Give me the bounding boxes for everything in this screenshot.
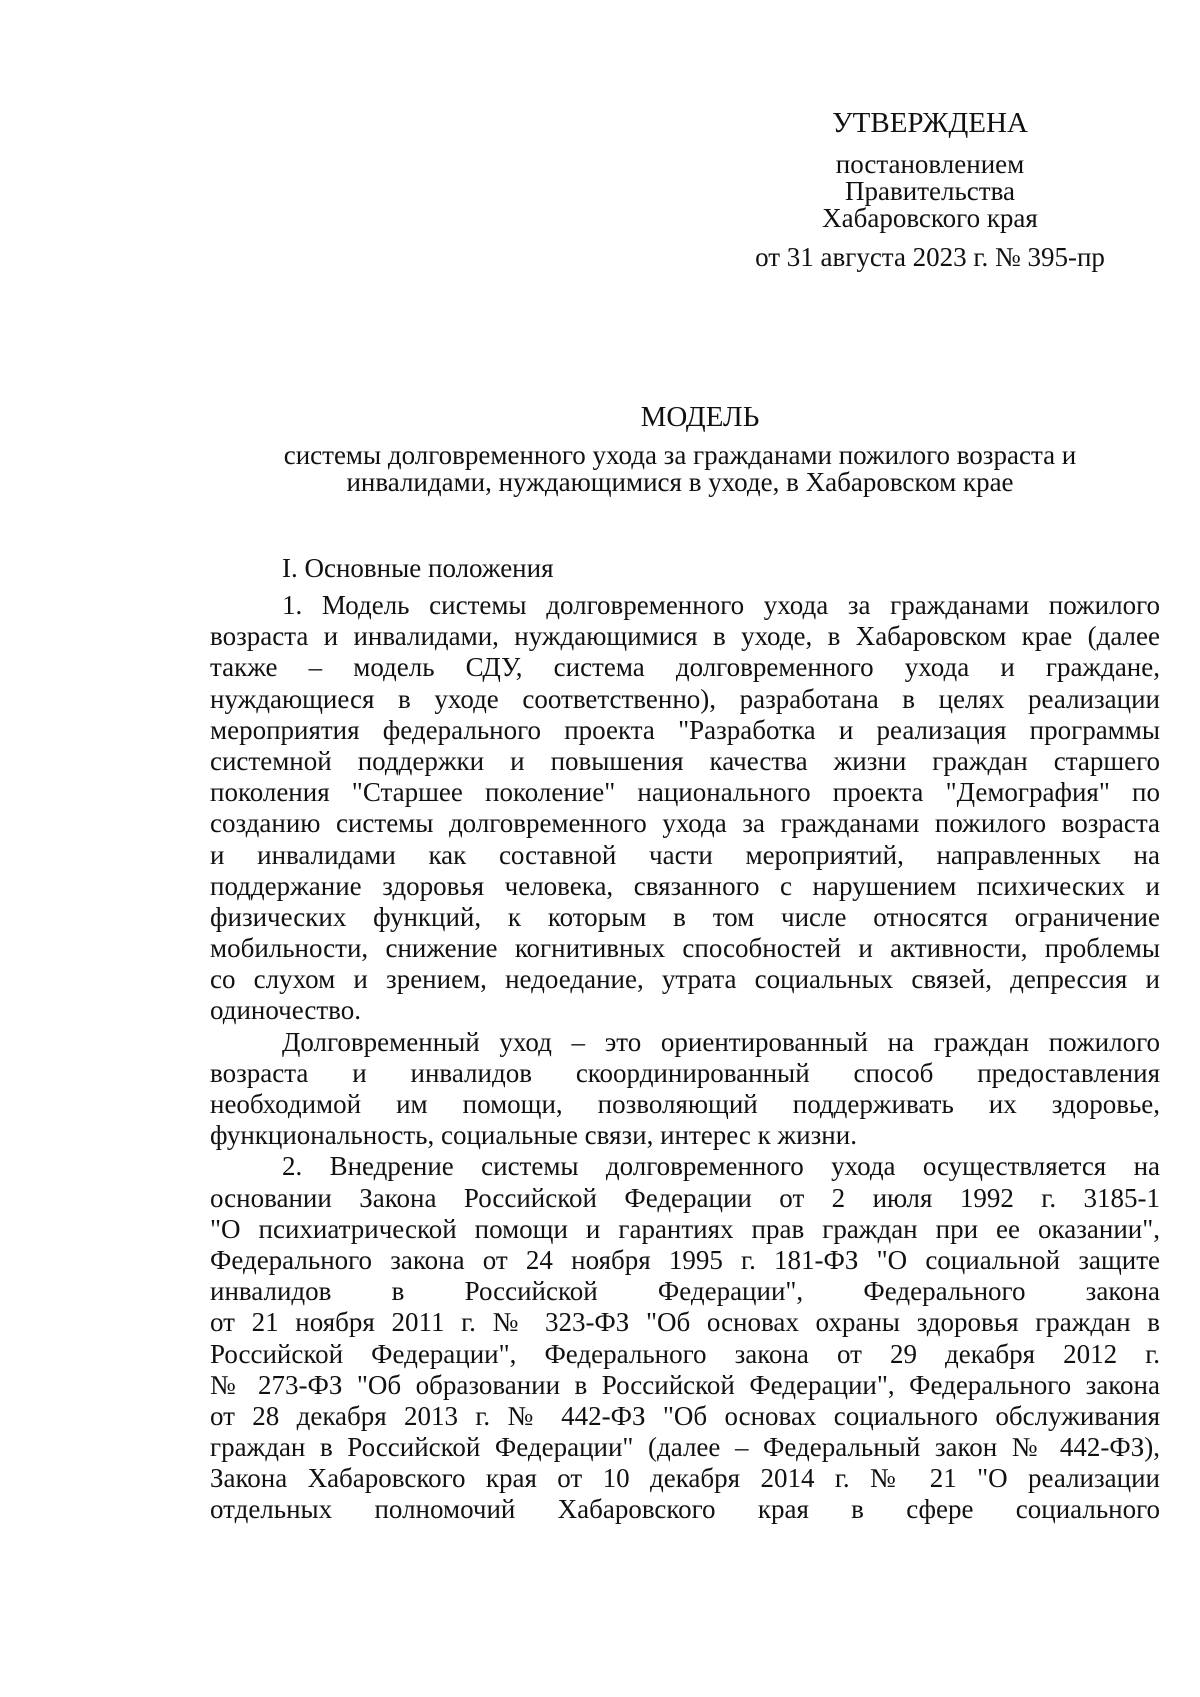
- body-line: отдельных полномочий Хабаровского края в сфере социального: [210, 1494, 1160, 1525]
- body-line: 1. Модель системы долговременного ухода за гражданами пожилого: [282, 590, 1160, 620]
- body-line: мероприятия федерального проекта "Разработка и реализация программы: [210, 714, 1160, 745]
- body-line: от 28 декабря 2013 г. № 442-ФЗ "Об основах социального обслуживания: [210, 1400, 1160, 1431]
- body-line: системной поддержки и повышения качества жизни граждан старшего: [210, 745, 1160, 776]
- body-line: Долговременный уход – это ориентированный на граждан пожилого: [282, 1026, 1160, 1057]
- body-line: 2. Внедрение системы долговременного ухода осуществляется на: [282, 1151, 1160, 1182]
- section-heading: I. Основные положения: [282, 553, 554, 583]
- body-line: и инвалидами как составной части мероприятий, направленных на: [210, 839, 1160, 870]
- body-line: функциональность, социальные связи, интерес к жизни.: [210, 1120, 857, 1151]
- body-line: от 21 ноября 2011 г. № 323-ФЗ "Об основах охраны здоровья граждан в: [210, 1307, 1160, 1338]
- body-line: нуждающиеся в уходе соответственно), разработана в целях реализации: [210, 683, 1160, 714]
- document-subtitle-line-2: инвалидами, нуждающимися в уходе, в Хабаровском крае: [346, 467, 1014, 497]
- document-subtitle-line-1: системы долговременного ухода за гражданами пожилого возраста и: [283, 440, 1077, 470]
- body-line: граждан в Российской Федерации" (далее – Федеральный закон № 442-ФЗ),: [210, 1432, 1160, 1463]
- body-line: одиночество.: [210, 995, 361, 1026]
- approval-date: от 31 августа 2023 г. № 395-пр: [755, 242, 1105, 272]
- body-line: № 273-ФЗ "Об образовании в Российской Федерации", Федерального закона: [210, 1369, 1160, 1400]
- body-line: возраста и инвалидов скоординированный способ предоставления: [210, 1057, 1160, 1088]
- body-line: основании Закона Российской Федерации от 2 июля 1992 г. 3185-1: [210, 1182, 1160, 1213]
- approval-line-2: Правительства: [845, 176, 1015, 206]
- body-line: Российской Федерации", Федерального закона от 29 декабря 2012 г.: [210, 1338, 1160, 1369]
- approval-title: УТВЕРЖДЕНА: [832, 107, 1028, 139]
- body-line: Закона Хабаровского края от 10 декабря 2014 г. № 21 "О реализации: [210, 1463, 1160, 1494]
- body-line: со слухом и зрением, недоедание, утрата социальных связей, депрессия и: [210, 964, 1160, 995]
- body-line: созданию системы долговременного ухода за гражданами пожилого возраста: [210, 808, 1160, 839]
- body-line: также – модель СДУ, система долговременного ухода и граждане,: [210, 652, 1160, 683]
- document-title: МОДЕЛЬ: [640, 401, 760, 433]
- body-line: физических функций, к которым в том числе относятся ограничение: [210, 901, 1160, 932]
- body-line: необходимой им помощи, позволяющий поддерживать их здоровье,: [210, 1089, 1160, 1119]
- body-line: поддержание здоровья человека, связанного с нарушением психических и: [210, 870, 1160, 901]
- body-text: [210, 590, 1160, 1526]
- document-subtitle: [240, 442, 1120, 496]
- approval-line-3: Хабаровского края: [822, 203, 1038, 233]
- body-line: Федерального закона от 24 ноября 1995 г. 181-ФЗ "О социальной защите: [210, 1244, 1160, 1275]
- body-line: инвалидов в Российской Федерации", Федерального закона: [210, 1276, 1160, 1307]
- body-line: возраста и инвалидами, нуждающимися в уходе, в Хабаровском крае (далее: [210, 621, 1160, 652]
- body-line: поколения "Старшее поколение" национального проекта "Демография" по: [210, 777, 1160, 808]
- body-line: "О психиатрической помощи и гарантиях прав граждан при ее оказании",: [210, 1213, 1160, 1244]
- approval-line-1: постановлением: [835, 149, 1025, 179]
- approval-stamp-block: [720, 105, 1140, 272]
- body-line: мобильности, снижение когнитивных способностей и активности, проблемы: [210, 933, 1160, 964]
